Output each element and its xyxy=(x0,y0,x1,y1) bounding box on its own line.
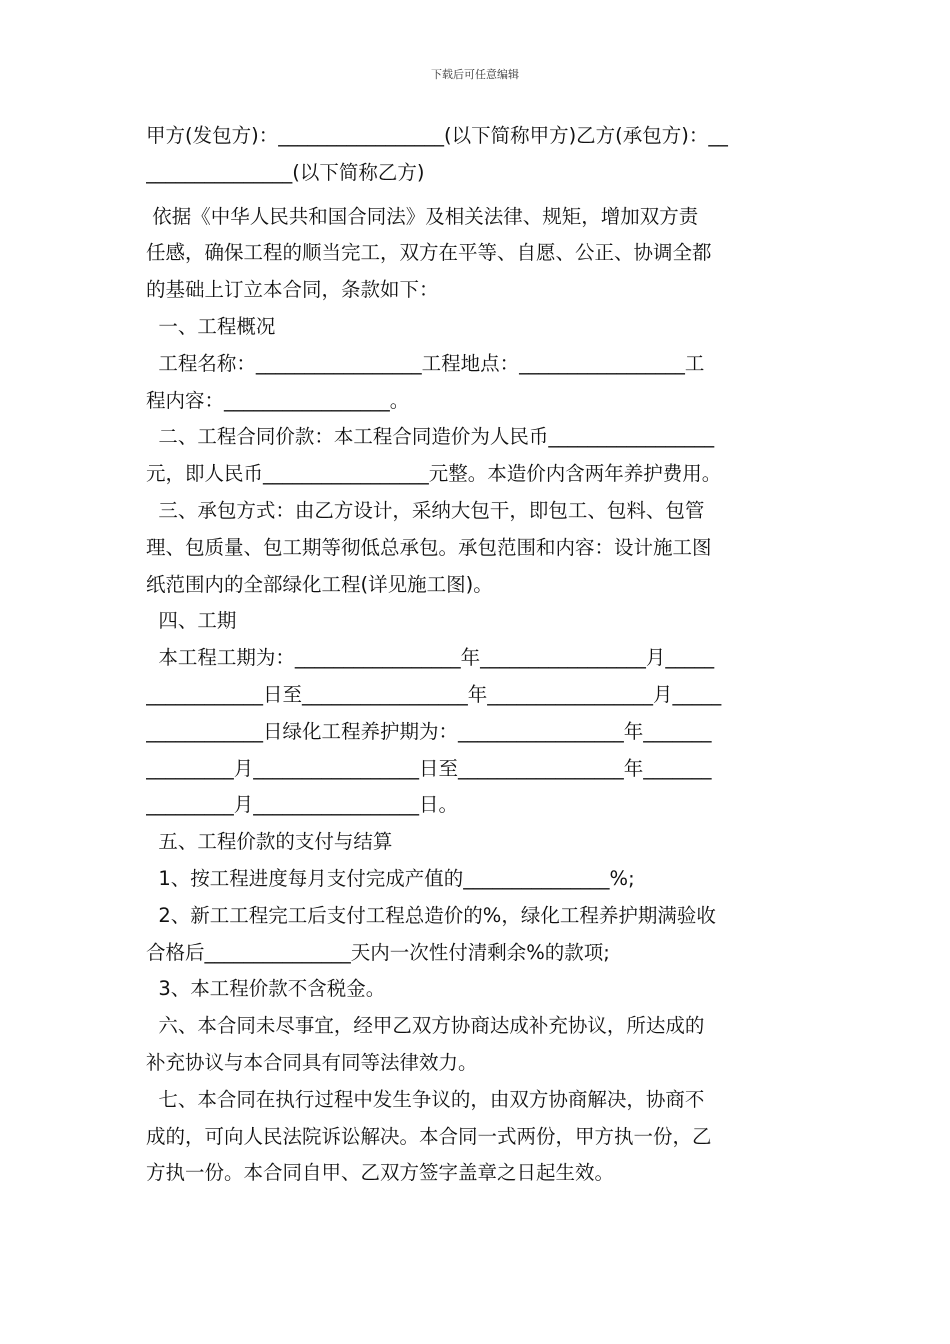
text-line: 元，即人民币_________________元整。本造价内含两年养护费用。 xyxy=(146,462,722,486)
section-title-payment: 五、工程价款的支付与结算 xyxy=(146,830,393,854)
section-payment xyxy=(146,861,806,1008)
text-line: 三、承包方式：由乙方设计，采纳大包干，即包工、包料、包管 xyxy=(146,498,705,522)
text-line: ____________日绿化工程养护期为：_________________年_______ xyxy=(146,719,712,743)
text-line: 合格后_______________天内一次性付清剩余%的款项; xyxy=(146,940,610,964)
text-line: 纸范围内的全部绿化工程(详见施工图)。 xyxy=(146,572,493,596)
text-line: 补充协议与本合同具有同等法律效力。 xyxy=(146,1050,478,1074)
text-line: 理、包质量、包工期等彻低总承包。承包范围和内容：设计施工图 xyxy=(146,535,712,559)
page-header: 下载后可任意编辑 xyxy=(431,68,519,81)
text-line: 依据《中华人民共和国合同法》及相关法律、规矩，增加双方责 xyxy=(146,204,699,228)
text-line: 方执一份。本合同自甲、乙双方签字盖章之日起生效。 xyxy=(146,1161,615,1185)
text-line: _________月_________________日。 xyxy=(146,793,459,817)
text-line: 1、按工程进度每月支付完成产值的_______________%; xyxy=(146,866,635,890)
text-line: 甲方(发包方)：_________________(以下简称甲方)乙方(承包方)：__ xyxy=(146,124,728,147)
text-line: 程内容：_________________。 xyxy=(146,388,410,412)
text-line: 工程名称：_________________工程地点：_________________工 xyxy=(146,351,705,375)
section-title-schedule: 四、工期 xyxy=(146,609,237,633)
section-project-overview xyxy=(146,346,806,420)
contract-body xyxy=(146,118,806,1192)
text-line: 2、新工工程完工后支付工程总造价的%，绿化工程养护期满验收 xyxy=(146,903,716,927)
text-line: 的基础上订立本合同，条款如下： xyxy=(146,278,439,302)
text-line: 七、本合同在执行过程中发生争议的，由双方协商解决，协商不 xyxy=(146,1087,705,1111)
text-line: _________月_________________日至_________________年_______ xyxy=(146,756,712,780)
text-line: 任感，确保工程的顺当完工，双方在平等、自愿、公正、协调全都 xyxy=(146,241,712,265)
section-contracting-method xyxy=(146,493,806,603)
section-supplementary xyxy=(146,1008,806,1082)
text-line: ____________日至_________________年_________________月_____ xyxy=(146,682,722,706)
section-title-project-overview: 一、工程概况 xyxy=(146,314,276,338)
text-line: _______________(以下简称乙方) xyxy=(146,160,425,184)
section-schedule xyxy=(146,640,806,824)
section-contract-price xyxy=(146,419,806,493)
text-line: 3、本工程价款不含税金。 xyxy=(146,977,386,1001)
text-line: 六、本合同未尽事宜，经甲乙双方协商达成补充协议，所达成的 xyxy=(146,1014,705,1038)
parties-block xyxy=(146,118,806,192)
text-line: 二、工程合同价款：本工程合同造价为人民币_________________ xyxy=(146,425,715,449)
text-line: 本工程工期为：_________________年_________________月_____ xyxy=(146,646,715,670)
preamble-paragraph xyxy=(146,199,806,309)
text-line: 成的，可向人民法院诉讼解决。本合同一式两份，甲方执一份，乙 xyxy=(146,1124,712,1148)
section-disputes xyxy=(146,1082,806,1192)
